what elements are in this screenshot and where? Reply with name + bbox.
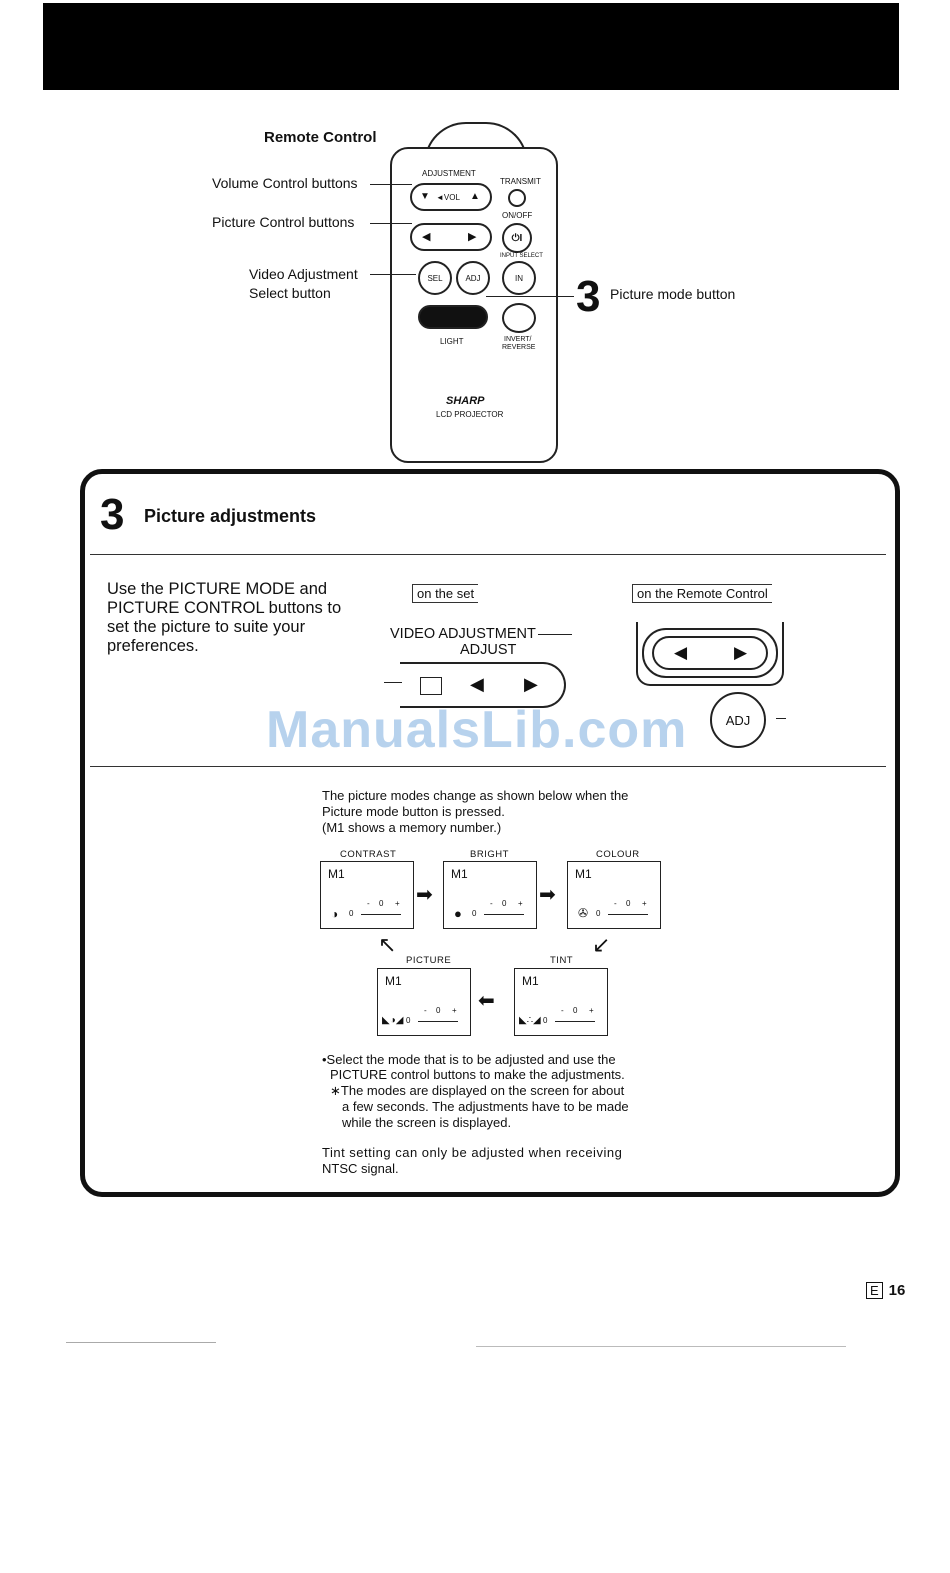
- transmit-indicator-icon: [508, 189, 526, 207]
- language-badge: E: [866, 1282, 883, 1299]
- remote-right-arrow-icon[interactable]: ▶: [734, 643, 748, 662]
- video-adjustment-caption-leader: [538, 634, 572, 635]
- vol-label: ◄VOL: [436, 193, 460, 202]
- note-line-3: ∗The modes are displayed on the screen for about: [330, 1083, 625, 1098]
- picture-icon: ◣◑◢: [382, 1015, 404, 1026]
- modes-text-line-3: (M1 shows a memory number.): [322, 820, 502, 835]
- sharp-logo: SHARP: [446, 395, 485, 407]
- scale-plus: +: [518, 899, 523, 908]
- mode-label-contrast: CONTRAST: [340, 849, 397, 860]
- note-line-4: a few seconds. The adjustments have to be made: [342, 1099, 629, 1114]
- page-number-value: 16: [888, 1282, 906, 1299]
- remote-closeup-picture-buttons[interactable]: [642, 628, 778, 678]
- scale-minus: -: [367, 899, 370, 908]
- mode-screen-bright: [443, 861, 537, 929]
- tint-note-line-2: NTSC signal.: [322, 1161, 399, 1176]
- scale-bar: [361, 914, 401, 915]
- contrast-icon: ◑: [331, 907, 339, 921]
- bright-icon: ●: [454, 906, 462, 921]
- section-divider-top: [90, 554, 886, 555]
- power-button[interactable]: ⏻I: [502, 223, 532, 253]
- scale-plus: +: [642, 899, 647, 908]
- remote-control-title: Remote Control: [264, 129, 377, 146]
- section-number: 3: [100, 490, 125, 539]
- vol-down-icon: ▼: [420, 191, 430, 202]
- mode-label-tint: TINT: [550, 955, 574, 966]
- section-divider-bottom: [90, 766, 886, 767]
- video-adjustment-caption: VIDEO ADJUSTMENT: [390, 626, 536, 642]
- scale-value: 0: [543, 1016, 548, 1025]
- memory-number: M1: [575, 867, 592, 881]
- note-line-5: while the screen is displayed.: [342, 1115, 512, 1130]
- scale-zero: 0: [626, 899, 631, 908]
- lcd-projector-label: LCD PROJECTOR: [436, 410, 504, 419]
- scale-plus: +: [452, 1006, 457, 1015]
- light-label: LIGHT: [440, 337, 464, 346]
- volume-buttons[interactable]: [410, 183, 492, 211]
- adj-button[interactable]: ADJ: [456, 261, 490, 295]
- mode-screen-contrast: [320, 861, 414, 929]
- scale-bar: [555, 1021, 595, 1022]
- set-right-arrow-icon[interactable]: ▶: [524, 674, 538, 694]
- page-number: [866, 1282, 905, 1299]
- tint-icon: ◣∴◢: [519, 1015, 541, 1026]
- arrow-right-icon: ➡: [539, 884, 556, 906]
- adjust-caption: ADJUST: [460, 642, 517, 658]
- scale-zero: 0: [436, 1006, 441, 1015]
- memory-number: M1: [385, 974, 402, 988]
- on-the-set-tag: on the set: [412, 584, 478, 603]
- video-adj-leader: [370, 274, 416, 275]
- picture-mode-label: Picture mode button: [610, 286, 736, 302]
- header-bar: [43, 3, 899, 90]
- mode-screen-colour: [567, 861, 661, 929]
- scale-zero: 0: [379, 899, 384, 908]
- scale-bar: [418, 1021, 458, 1022]
- vol-up-icon: ▲: [470, 191, 480, 202]
- volume-control-label: Volume Control buttons: [212, 175, 358, 191]
- adjustment-label: ADJUSTMENT: [422, 169, 476, 178]
- memory-number: M1: [522, 974, 539, 988]
- remote-left-arrow-icon[interactable]: ◀: [674, 643, 688, 662]
- input-button[interactable]: IN: [502, 261, 536, 295]
- tint-note-line-1: Tint setting can only be adjusted when receiving: [322, 1145, 623, 1160]
- arrow-up-left-icon: ↖: [378, 932, 397, 957]
- intro-text: Use the PICTURE MODE and PICTURE CONTROL buttons to set the picture to suite your preferences.: [107, 580, 342, 655]
- mode-label-colour: COLOUR: [596, 849, 640, 860]
- select-button-label: Select button: [249, 285, 331, 301]
- note-line-1: •Select the mode that is to be adjusted and use the: [322, 1052, 616, 1067]
- invert-reverse-button[interactable]: [502, 303, 536, 333]
- scale-plus: +: [589, 1006, 594, 1015]
- scan-artifact-line: [476, 1346, 846, 1347]
- scale-minus: -: [490, 899, 493, 908]
- adjust-square-button[interactable]: [420, 677, 442, 695]
- volume-leader: [370, 184, 412, 185]
- light-button[interactable]: [418, 305, 488, 329]
- onoff-label: ON/OFF: [502, 211, 533, 220]
- reverse-label: REVERSE: [502, 344, 536, 351]
- transmit-label: TRANSMIT: [500, 177, 541, 186]
- on-the-remote-tag: on the Remote Control: [632, 584, 772, 603]
- scale-value: 0: [472, 909, 477, 918]
- remote-adj-button[interactable]: ADJ: [710, 692, 766, 748]
- memory-number: M1: [328, 867, 345, 881]
- scale-bar: [484, 914, 524, 915]
- remote-control-body: [390, 147, 558, 463]
- input-select-label: INPUT SELECT: [500, 253, 543, 259]
- remote-adj-leader: [776, 718, 786, 719]
- scale-minus: -: [614, 899, 617, 908]
- left-arrow-icon: ◀: [422, 231, 431, 243]
- scale-bar: [608, 914, 648, 915]
- scale-value: 0: [406, 1016, 411, 1025]
- scale-zero: 0: [573, 1006, 578, 1015]
- mode-label-bright: BRIGHT: [470, 849, 509, 860]
- video-adjustment-label: Video Adjustment: [249, 266, 358, 282]
- remote-closeup-inner: [652, 636, 768, 670]
- picture-leader: [370, 223, 412, 224]
- scale-zero: 0: [502, 899, 507, 908]
- scan-artifact-line: [66, 1342, 216, 1343]
- picture-mode-leader: [486, 296, 574, 297]
- modes-text-line-2: Picture mode button is pressed.: [322, 804, 505, 819]
- set-control-leader: [384, 682, 402, 683]
- arrow-left-icon: ⬅: [478, 990, 495, 1012]
- right-arrow-icon: ▶: [468, 231, 477, 243]
- arrow-down-left-icon: ↙: [592, 932, 611, 957]
- note-line-2: PICTURE control buttons to make the adjustments.: [330, 1067, 625, 1082]
- mode-label-picture: PICTURE: [406, 955, 452, 966]
- set-left-arrow-icon[interactable]: ◀: [470, 674, 484, 694]
- sel-button[interactable]: SEL: [418, 261, 452, 295]
- memory-number: M1: [451, 867, 468, 881]
- picture-control-buttons[interactable]: [410, 223, 492, 251]
- scale-minus: -: [424, 1006, 427, 1015]
- arrow-right-icon: ➡: [416, 884, 433, 906]
- section-title: Picture adjustments: [144, 506, 317, 526]
- invert-label: INVERT/: [504, 336, 532, 343]
- scale-value: 0: [596, 909, 601, 918]
- mode-screen-tint: [514, 968, 608, 1036]
- scale-plus: +: [395, 899, 400, 908]
- picture-control-label: Picture Control buttons: [212, 214, 355, 230]
- scale-minus: -: [561, 1006, 564, 1015]
- watermark: ManualsLib.com: [266, 701, 688, 759]
- mode-screen-picture: [377, 968, 471, 1036]
- step-number-callout: 3: [576, 272, 601, 321]
- modes-text-line-1: The picture modes change as shown below when the: [322, 788, 629, 803]
- colour-icon: ✇: [578, 906, 589, 920]
- scale-value: 0: [349, 909, 354, 918]
